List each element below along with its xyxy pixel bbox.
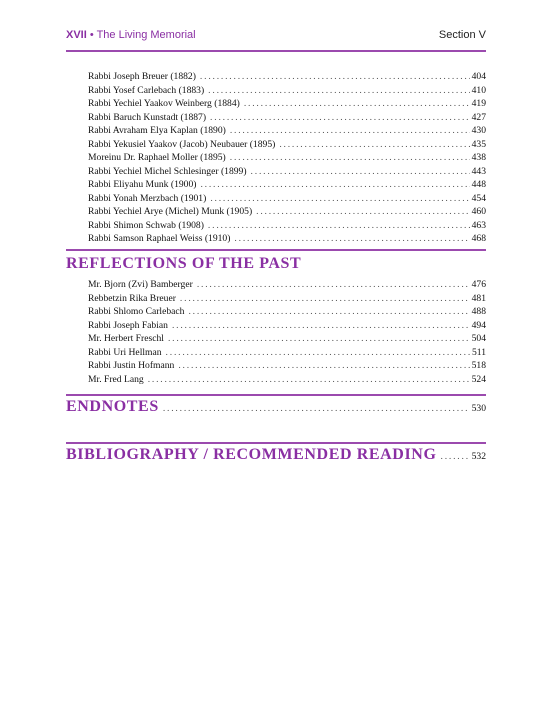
toc-entry-name: Rabbi Yechiel Arye (Michel) Munk (1905) (88, 206, 253, 217)
leader-dots (200, 178, 469, 192)
toc-entry-page: 481 (471, 292, 486, 304)
toc-entry[interactable] (88, 70, 486, 84)
toc-entry-name: Rabbi Shlomo Carlebach (88, 306, 185, 317)
toc-entry-page: 524 (471, 373, 486, 385)
leader-dots (256, 205, 469, 219)
header-bullet: • (89, 29, 94, 41)
toc-entry-name: Rabbi Avraham Elya Kaplan (1890) (88, 125, 226, 136)
section-rule-reflections (66, 249, 486, 251)
leader-dots (200, 70, 470, 84)
section-rule-bibliography (66, 442, 486, 444)
toc-entry[interactable] (88, 305, 486, 319)
toc-entry[interactable] (88, 359, 486, 373)
leader-dots (230, 151, 470, 165)
leader-dots (208, 84, 469, 98)
leader-dots (168, 332, 470, 346)
toc-entry-name: Rabbi Baruch Kunstadt (1887) (88, 111, 207, 123)
toc-entry-page: 463 (471, 219, 486, 231)
endnotes-page: 530 (471, 403, 486, 414)
toc-entry-name: Rabbi Yechiel Michel Schlesinger (1899) (88, 165, 247, 177)
toc-entry[interactable] (88, 373, 486, 387)
toc-entry[interactable] (88, 192, 486, 206)
leader-dots (180, 292, 470, 306)
leader-dots (166, 346, 470, 360)
toc-entry[interactable] (88, 278, 486, 292)
toc-entry[interactable] (88, 138, 486, 152)
toc-entry-name: Rabbi Eliyahu Munk (1900) (88, 179, 197, 190)
toc-entry-name: Rabbi Yonah Merzbach (1901) (88, 192, 207, 204)
toc-entry-name: Rabbi Uri Hellman (88, 346, 162, 358)
toc-entry[interactable] (88, 332, 486, 346)
toc-entry-page: 476 (471, 279, 486, 290)
leader-dots (251, 165, 470, 179)
toc-entry[interactable] (88, 319, 486, 333)
toc-entry[interactable] (88, 151, 486, 165)
chapter-number: XVII (66, 29, 87, 41)
toc-entry-page: 404 (471, 71, 486, 82)
reflections-toc-list (88, 278, 486, 386)
leader-dots (178, 359, 469, 373)
toc-entry[interactable] (88, 111, 486, 125)
running-header (66, 27, 486, 45)
bibliography-title: BIBLIOGRAPHY / RECOMMENDED READING (66, 446, 437, 463)
header-rule (66, 50, 486, 52)
toc-entry-page: 454 (471, 192, 486, 204)
section-rule-endnotes (66, 394, 486, 396)
leader-dots (208, 219, 470, 233)
toc-entry-name: Rabbi Joseph Breuer (1882) (88, 71, 196, 82)
reflections-title: REFLECTIONS OF THE PAST (66, 255, 302, 272)
toc-entry-page: 435 (471, 138, 486, 150)
toc-entry-page: 511 (471, 346, 486, 358)
toc-entry-page: 410 (471, 84, 486, 96)
toc-entry-page: 448 (471, 179, 486, 190)
toc-entry-name: Rabbi Yechiel Yaakov Weinberg (1884) (88, 98, 240, 109)
section-heading-reflections[interactable] (66, 255, 486, 273)
toc-entry-name: Mr. Herbert Freschl (88, 333, 164, 344)
toc-entry[interactable] (88, 84, 486, 98)
toc-entry-name: Rabbi Samson Raphael Weiss (1910) (88, 233, 231, 244)
book-title: The Living Memorial (96, 29, 196, 41)
toc-entry[interactable] (88, 97, 486, 111)
leader-dots (234, 232, 469, 246)
toc-entry-name: Rabbi Justin Hofmann (88, 360, 175, 371)
toc-entry[interactable] (88, 178, 486, 192)
leader-dots (163, 403, 470, 414)
toc-entry-page: 419 (471, 98, 486, 109)
leader-dots (172, 319, 470, 333)
toc-entry[interactable] (88, 205, 486, 219)
toc-entry-page: 468 (471, 233, 486, 244)
toc-entry-name: Rabbi Yosef Carlebach (1883) (88, 84, 205, 96)
endnotes-title: ENDNOTES (66, 398, 159, 415)
toc-entry-bibliography[interactable] (66, 446, 486, 464)
leader-dots (441, 451, 470, 462)
leader-dots (230, 124, 470, 138)
toc-entry-page: 488 (471, 306, 486, 317)
toc-entry-page: 460 (471, 206, 486, 217)
toc-entry-page: 430 (471, 125, 486, 136)
toc-entry[interactable] (88, 124, 486, 138)
bibliography-page: 532 (471, 451, 486, 462)
toc-entry-name: Rebbetzin Rika Breuer (88, 292, 176, 304)
running-header-left (66, 29, 196, 41)
toc-entry-page: 443 (471, 165, 486, 177)
toc-entry-page: 504 (471, 333, 486, 344)
toc-entry-name: Rabbi Joseph Fabian (88, 319, 168, 331)
leader-dots (244, 97, 470, 111)
toc-entry-name: Rabbi Shimon Schwab (1908) (88, 219, 204, 231)
section-label: Section V (438, 29, 486, 41)
toc-entry[interactable] (88, 292, 486, 306)
toc-entry-page: 438 (471, 152, 486, 163)
leader-dots (210, 192, 469, 206)
rabbis-toc-list (88, 70, 486, 246)
toc-entry[interactable] (88, 219, 486, 233)
toc-entry-name: Moreinu Dr. Raphael Moller (1895) (88, 152, 226, 163)
toc-entry-name: Rabbi Yekusiel Yaakov (Jacob) Neubauer (1895) (88, 138, 276, 150)
toc-entry-page: 427 (471, 111, 486, 123)
toc-entry[interactable] (88, 346, 486, 360)
leader-dots (210, 111, 470, 125)
toc-entry-name: Mr. Bjorn (Zvi) Bamberger (88, 279, 193, 290)
leader-dots (197, 278, 470, 292)
toc-entry[interactable] (88, 165, 486, 179)
toc-entry-page: 518 (471, 360, 486, 371)
leader-dots (188, 305, 469, 319)
toc-entry[interactable] (88, 232, 486, 246)
toc-entry-page: 494 (471, 319, 486, 331)
leader-dots (279, 138, 469, 152)
toc-entry-endnotes[interactable] (66, 398, 486, 416)
toc-entry-name: Mr. Fred Lang (88, 373, 144, 385)
leader-dots (148, 373, 470, 387)
